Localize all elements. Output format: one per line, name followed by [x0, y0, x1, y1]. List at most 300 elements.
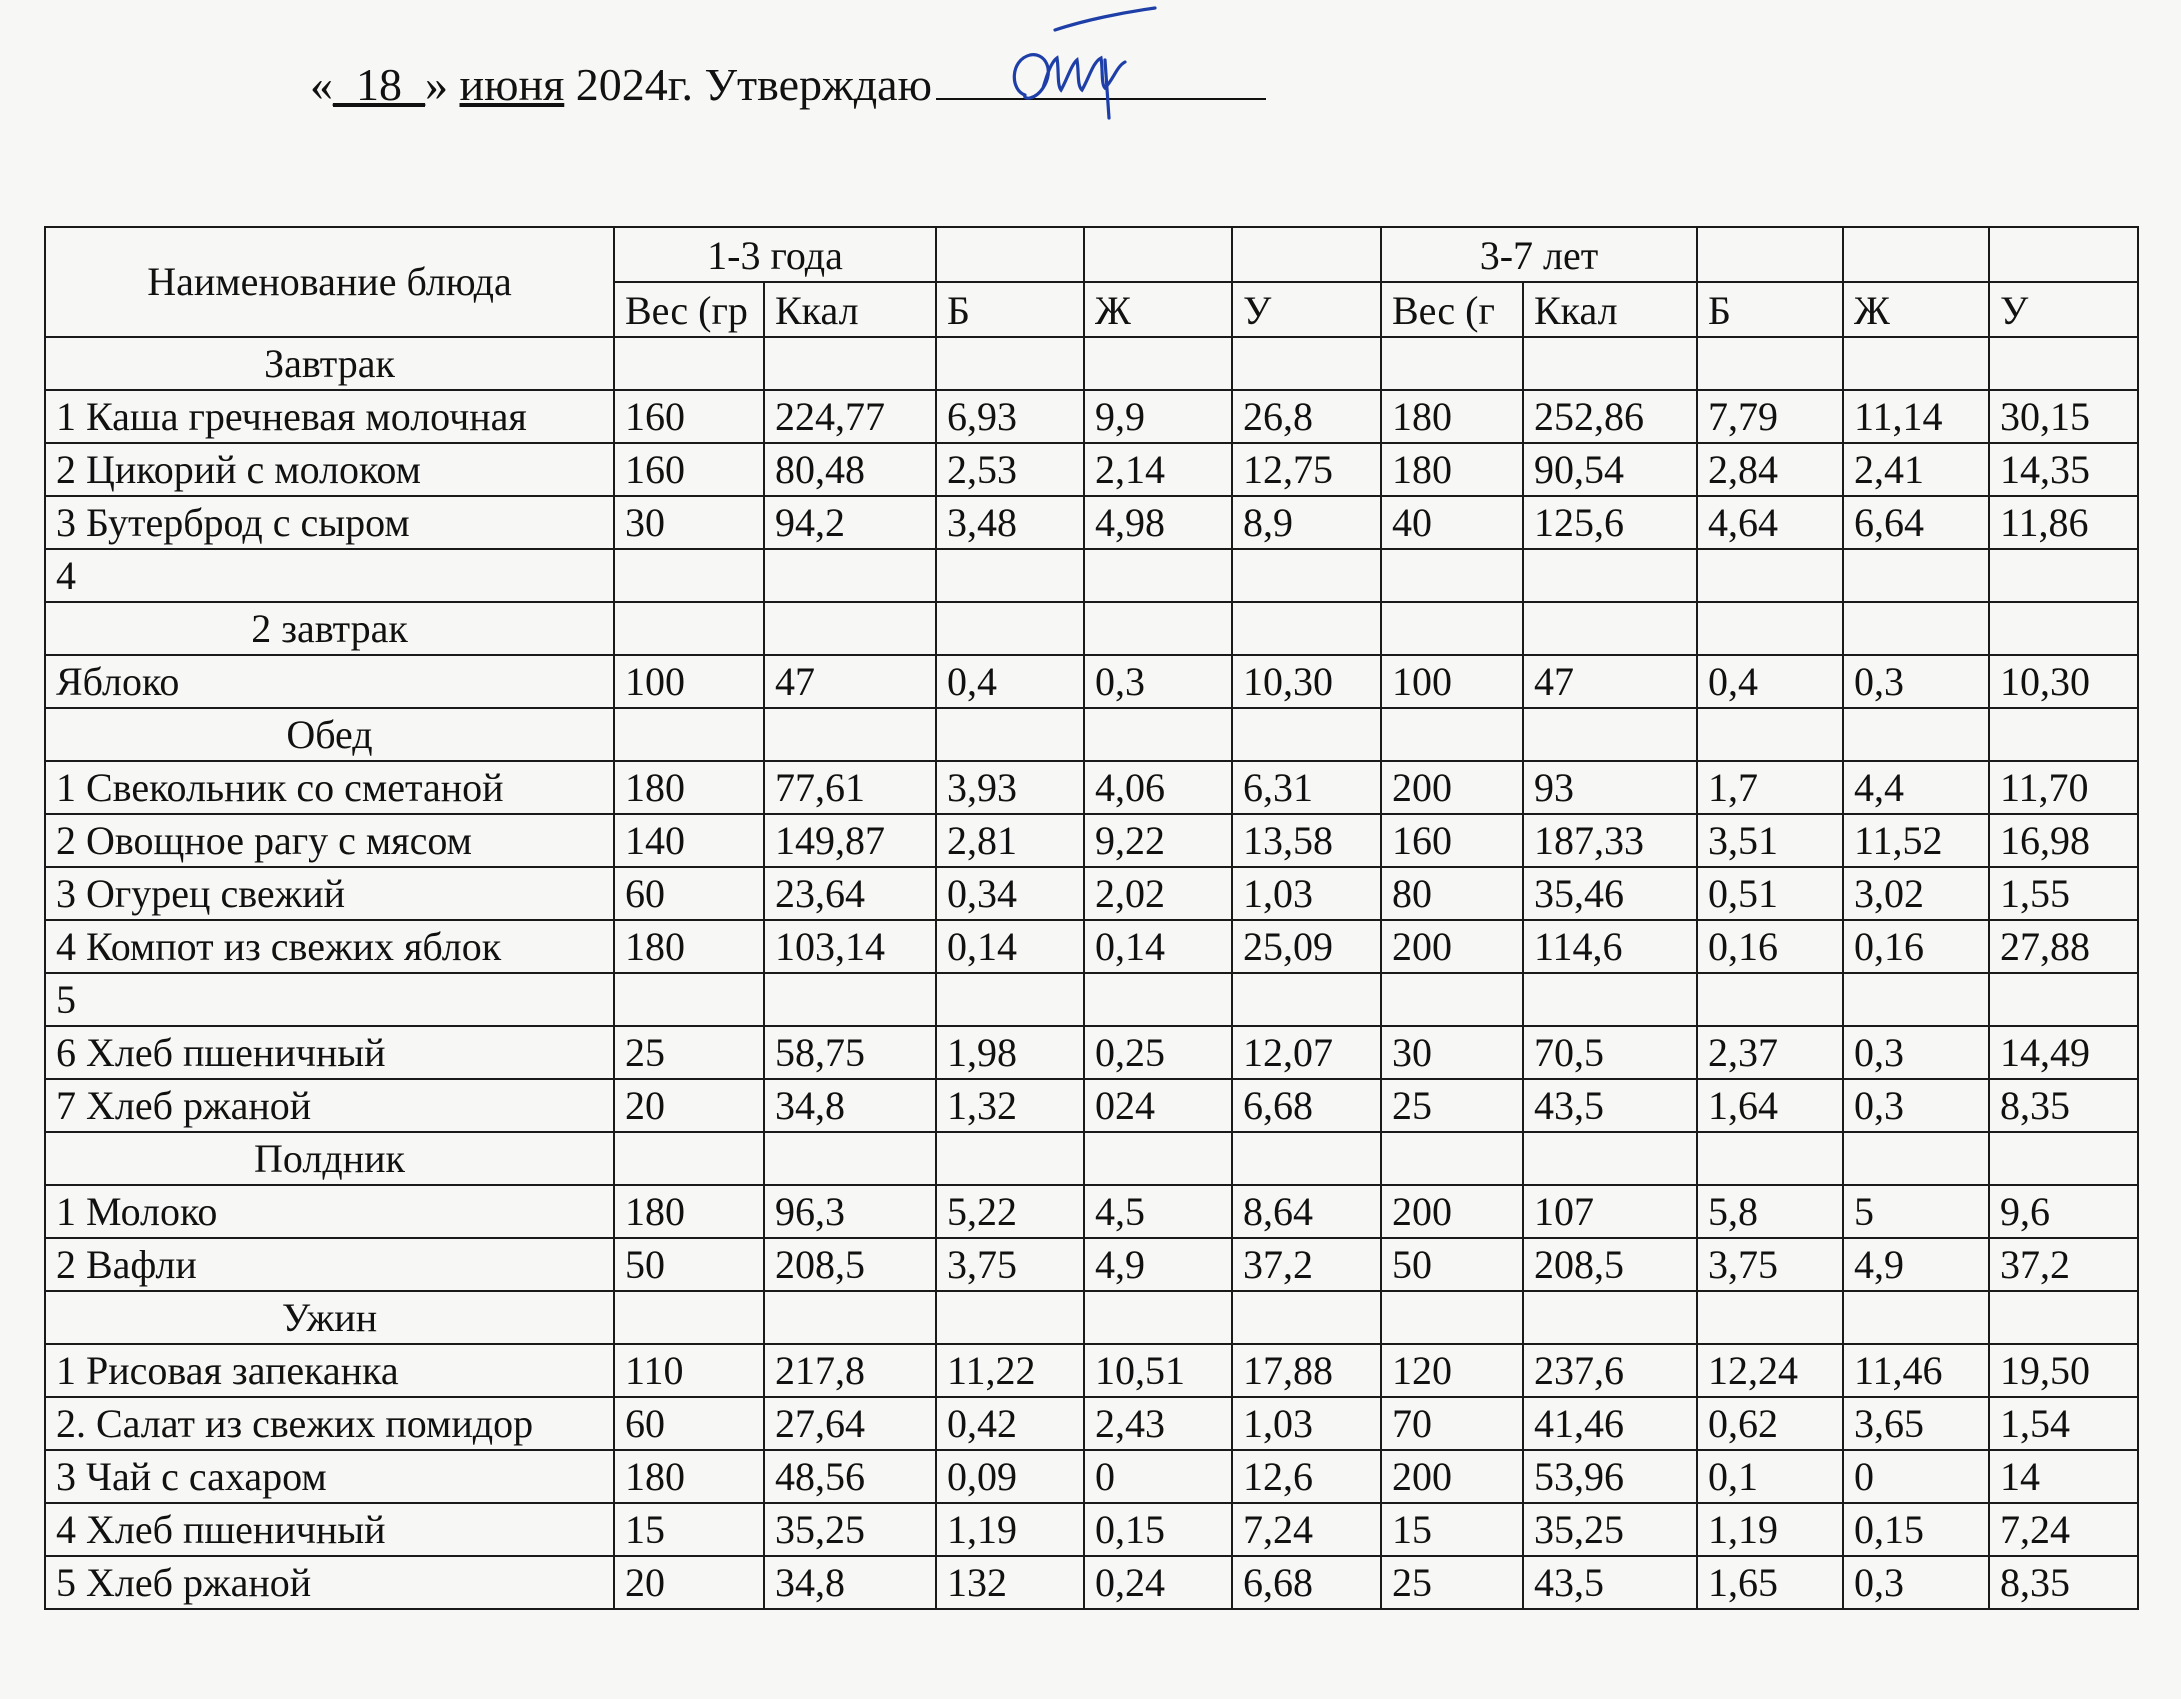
table-cell: 37,2	[1989, 1238, 2138, 1291]
table-cell: 2,84	[1697, 443, 1843, 496]
table-row	[45, 1026, 2138, 1079]
table-cell: 125,6	[1523, 496, 1697, 549]
dish-name: 3 Бутерброд с сыром	[45, 496, 614, 549]
header-row-1	[45, 227, 2138, 282]
table-cell	[1381, 549, 1523, 602]
table-cell	[1697, 549, 1843, 602]
table-cell	[1381, 602, 1523, 655]
table-cell: 252,86	[1523, 390, 1697, 443]
table-cell	[1232, 337, 1381, 390]
table-cell: 6,31	[1232, 761, 1381, 814]
table-cell: 180	[1381, 443, 1523, 496]
table-cell: 90,54	[1523, 443, 1697, 496]
table-cell: 0,3	[1843, 1026, 1989, 1079]
table-cell: 4,4	[1843, 761, 1989, 814]
table-cell: 217,8	[764, 1344, 936, 1397]
table-cell	[1381, 708, 1523, 761]
table-cell: 9,6	[1989, 1185, 2138, 1238]
table-cell: 27,64	[764, 1397, 936, 1450]
dish-name: 4	[45, 549, 614, 602]
table-cell: 4,06	[1084, 761, 1232, 814]
dish-name: 2. Салат из свежих помидор	[45, 1397, 614, 1450]
dish-name: 1 Молоко	[45, 1185, 614, 1238]
dish-name: 1 Рисовая запеканка	[45, 1344, 614, 1397]
table-cell: 0,15	[1084, 1503, 1232, 1556]
table-cell: 19,50	[1989, 1344, 2138, 1397]
dish-name: 7 Хлеб ржаной	[45, 1079, 614, 1132]
table-cell: 5,8	[1697, 1185, 1843, 1238]
table-cell: 120	[1381, 1344, 1523, 1397]
table-cell	[1084, 337, 1232, 390]
table-cell: 1,03	[1232, 867, 1381, 920]
header-blank	[1989, 227, 2138, 282]
table-cell: 30	[614, 496, 764, 549]
table-cell: 27,88	[1989, 920, 2138, 973]
table-cell: 4,64	[1697, 496, 1843, 549]
table-cell: 47	[764, 655, 936, 708]
table-row	[45, 1556, 2138, 1609]
table-cell: 114,6	[1523, 920, 1697, 973]
quote-close: »	[425, 59, 448, 110]
table-cell: 1,32	[936, 1079, 1084, 1132]
table-cell: 1,7	[1697, 761, 1843, 814]
table-cell: 1,19	[1697, 1503, 1843, 1556]
header-blank	[1232, 227, 1381, 282]
table-cell: 17,88	[1232, 1344, 1381, 1397]
table-cell: 6,68	[1232, 1079, 1381, 1132]
table-cell: 2,14	[1084, 443, 1232, 496]
table-cell: 3,75	[1697, 1238, 1843, 1291]
table-cell: 100	[614, 655, 764, 708]
col-carbs: У	[1232, 282, 1381, 337]
table-cell: 3,51	[1697, 814, 1843, 867]
table-row	[45, 1238, 2138, 1291]
table-cell	[1697, 337, 1843, 390]
table-cell: 50	[614, 1238, 764, 1291]
table-cell: 58,75	[764, 1026, 936, 1079]
table-cell: 4,98	[1084, 496, 1232, 549]
table-cell: 0	[1843, 1450, 1989, 1503]
table-cell: 110	[614, 1344, 764, 1397]
header-blank	[1697, 227, 1843, 282]
meal-section-title: Завтрак	[45, 337, 614, 390]
table-cell: 25	[1381, 1556, 1523, 1609]
table-cell	[1843, 602, 1989, 655]
table-cell: 0,62	[1697, 1397, 1843, 1450]
table-cell	[1084, 1132, 1232, 1185]
table-cell: 107	[1523, 1185, 1697, 1238]
table-cell	[1232, 549, 1381, 602]
table-cell: 20	[614, 1079, 764, 1132]
table-cell: 0,24	[1084, 1556, 1232, 1609]
table-cell: 4,9	[1084, 1238, 1232, 1291]
table-cell: 1,65	[1697, 1556, 1843, 1609]
table-cell	[1523, 973, 1697, 1026]
table-cell	[1989, 1291, 2138, 1344]
table-cell: 0,14	[936, 920, 1084, 973]
table-cell: 15	[614, 1503, 764, 1556]
table-cell: 0,34	[936, 867, 1084, 920]
table-cell	[936, 549, 1084, 602]
menu-table	[44, 226, 2139, 1610]
table-cell	[1232, 973, 1381, 1026]
table-cell: 0,15	[1843, 1503, 1989, 1556]
table-row	[45, 1503, 2138, 1556]
table-cell	[764, 1291, 936, 1344]
table-cell: 11,14	[1843, 390, 1989, 443]
table-cell: 1,19	[936, 1503, 1084, 1556]
dish-name: 2 Вафли	[45, 1238, 614, 1291]
table-cell: 1,54	[1989, 1397, 2138, 1450]
table-cell: 60	[614, 1397, 764, 1450]
table-cell	[1381, 337, 1523, 390]
table-cell	[1697, 708, 1843, 761]
table-cell: 93	[1523, 761, 1697, 814]
dish-name: 6 Хлеб пшеничный	[45, 1026, 614, 1079]
table-cell: 0,51	[1697, 867, 1843, 920]
table-cell: 43,5	[1523, 1079, 1697, 1132]
table-row	[45, 920, 2138, 973]
table-cell	[936, 973, 1084, 1026]
table-cell: 34,8	[764, 1556, 936, 1609]
table-cell: 15	[1381, 1503, 1523, 1556]
table-cell: 80	[1381, 867, 1523, 920]
table-cell: 41,46	[1523, 1397, 1697, 1450]
table-cell: 10,30	[1989, 655, 2138, 708]
table-cell: 80,48	[764, 443, 936, 496]
col-protein: Б	[936, 282, 1084, 337]
table-cell	[1989, 708, 2138, 761]
table-cell: 200	[1381, 1450, 1523, 1503]
table-cell: 1,64	[1697, 1079, 1843, 1132]
table-cell: 7,24	[1232, 1503, 1381, 1556]
table-cell	[764, 708, 936, 761]
table-cell: 23,64	[764, 867, 936, 920]
table-cell	[1381, 1291, 1523, 1344]
table-cell	[1697, 1132, 1843, 1185]
table-cell: 2,81	[936, 814, 1084, 867]
table-cell: 48,56	[764, 1450, 936, 1503]
table-cell: 1,55	[1989, 867, 2138, 920]
table-cell	[1843, 1132, 1989, 1185]
col-carbs: У	[1989, 282, 2138, 337]
table-cell: 132	[936, 1556, 1084, 1609]
dish-name: 1 Свекольник со сметаной	[45, 761, 614, 814]
table-cell	[1523, 337, 1697, 390]
table-cell	[1523, 708, 1697, 761]
table-cell: 25,09	[1232, 920, 1381, 973]
table-cell: 12,6	[1232, 1450, 1381, 1503]
approval-day: _18_	[333, 59, 425, 110]
table-body	[45, 227, 2138, 1609]
table-cell	[764, 337, 936, 390]
table-cell: 47	[1523, 655, 1697, 708]
table-cell	[614, 1132, 764, 1185]
table-cell: 200	[1381, 761, 1523, 814]
table-cell: 13,58	[1232, 814, 1381, 867]
table-cell: 6,64	[1843, 496, 1989, 549]
col-weight: Вес (г	[1381, 282, 1523, 337]
table-cell	[1989, 973, 2138, 1026]
table-row	[45, 1344, 2138, 1397]
table-cell	[614, 602, 764, 655]
age-group-3-7: 3-7 лет	[1381, 227, 1697, 282]
table-cell: 9,9	[1084, 390, 1232, 443]
table-cell: 100	[1381, 655, 1523, 708]
dish-name: 2 Цикорий с молоком	[45, 443, 614, 496]
table-cell: 11,86	[1989, 496, 2138, 549]
table-cell: 3,93	[936, 761, 1084, 814]
table-cell	[1232, 1132, 1381, 1185]
dish-name: 5 Хлеб ржаной	[45, 1556, 614, 1609]
table-cell: 37,2	[1232, 1238, 1381, 1291]
table-cell: 6,93	[936, 390, 1084, 443]
table-cell	[1084, 602, 1232, 655]
table-cell	[764, 1132, 936, 1185]
table-row	[45, 443, 2138, 496]
table-cell: 0,3	[1084, 655, 1232, 708]
table-cell: 11,46	[1843, 1344, 1989, 1397]
table-cell	[936, 602, 1084, 655]
approval-label: Утверждаю	[704, 59, 932, 110]
col-kcal: Ккал	[1523, 282, 1697, 337]
table-cell: 160	[614, 443, 764, 496]
table-cell	[1232, 602, 1381, 655]
meal-section-row	[45, 337, 2138, 390]
dish-header: Наименование блюда	[45, 227, 614, 337]
table-cell: 70	[1381, 1397, 1523, 1450]
table-row	[45, 1185, 2138, 1238]
table-cell: 12,07	[1232, 1026, 1381, 1079]
dish-name: 5	[45, 973, 614, 1026]
table-cell: 6,68	[1232, 1556, 1381, 1609]
table-cell: 96,3	[764, 1185, 936, 1238]
table-cell: 200	[1381, 1185, 1523, 1238]
table-cell	[1523, 549, 1697, 602]
table-cell: 16,98	[1989, 814, 2138, 867]
table-cell: 8,35	[1989, 1556, 2138, 1609]
table-row	[45, 1450, 2138, 1503]
table-cell	[614, 1291, 764, 1344]
table-row	[45, 867, 2138, 920]
table-cell: 180	[614, 920, 764, 973]
table-cell: 14	[1989, 1450, 2138, 1503]
table-cell: 0,42	[936, 1397, 1084, 1450]
col-weight: Вес (гр	[614, 282, 764, 337]
meal-section-row	[45, 1291, 2138, 1344]
table-cell: 0,3	[1843, 1079, 1989, 1132]
table-cell: 180	[614, 761, 764, 814]
table-cell: 20	[614, 1556, 764, 1609]
table-cell: 2,53	[936, 443, 1084, 496]
table-cell: 3,65	[1843, 1397, 1989, 1450]
table-cell	[1697, 602, 1843, 655]
table-cell	[1843, 973, 1989, 1026]
table-row	[45, 655, 2138, 708]
table-cell: 0,4	[936, 655, 1084, 708]
table-cell: 3,02	[1843, 867, 1989, 920]
table-cell	[936, 1291, 1084, 1344]
table-cell: 0,16	[1697, 920, 1843, 973]
table-cell: 25	[614, 1026, 764, 1079]
table-cell: 43,5	[1523, 1556, 1697, 1609]
col-fat: Ж	[1843, 282, 1989, 337]
table-cell: 180	[614, 1185, 764, 1238]
table-cell: 12,75	[1232, 443, 1381, 496]
table-cell: 187,33	[1523, 814, 1697, 867]
table-cell: 5,22	[936, 1185, 1084, 1238]
table-row	[45, 390, 2138, 443]
table-cell: 024	[1084, 1079, 1232, 1132]
table-cell: 10,51	[1084, 1344, 1232, 1397]
table-cell: 5	[1843, 1185, 1989, 1238]
header-blank	[1084, 227, 1232, 282]
meal-section-row	[45, 708, 2138, 761]
table-cell: 0,25	[1084, 1026, 1232, 1079]
table-cell: 8,9	[1232, 496, 1381, 549]
table-cell	[1989, 337, 2138, 390]
table-row	[45, 496, 2138, 549]
table-cell: 0,3	[1843, 655, 1989, 708]
header-blank	[936, 227, 1084, 282]
table-cell: 103,14	[764, 920, 936, 973]
table-cell	[1523, 1132, 1697, 1185]
handwritten-signature	[985, 0, 1175, 150]
header-blank	[1843, 227, 1989, 282]
table-cell: 94,2	[764, 496, 936, 549]
approval-year: 2024г.	[575, 59, 693, 110]
table-cell: 2,37	[1697, 1026, 1843, 1079]
table-cell	[1084, 973, 1232, 1026]
table-row	[45, 1079, 2138, 1132]
table-cell: 0,4	[1697, 655, 1843, 708]
table-cell: 60	[614, 867, 764, 920]
table-cell	[1523, 602, 1697, 655]
table-cell: 160	[614, 390, 764, 443]
col-kcal: Ккал	[764, 282, 936, 337]
table-cell: 11,22	[936, 1344, 1084, 1397]
table-cell	[1232, 708, 1381, 761]
table-row	[45, 814, 2138, 867]
table-cell: 140	[614, 814, 764, 867]
table-cell: 7,79	[1697, 390, 1843, 443]
table-cell: 1,03	[1232, 1397, 1381, 1450]
dish-name: 4 Компот из свежих яблок	[45, 920, 614, 973]
table-cell: 0,14	[1084, 920, 1232, 973]
table-cell: 2,43	[1084, 1397, 1232, 1450]
table-cell: 30,15	[1989, 390, 2138, 443]
dish-name: 2 Овощное рагу с мясом	[45, 814, 614, 867]
table-cell: 0	[1084, 1450, 1232, 1503]
table-cell: 0,16	[1843, 920, 1989, 973]
table-cell: 9,22	[1084, 814, 1232, 867]
table-cell: 70,5	[1523, 1026, 1697, 1079]
table-cell: 160	[1381, 814, 1523, 867]
dish-name: 4 Хлеб пшеничный	[45, 1503, 614, 1556]
table-cell: 10,30	[1232, 655, 1381, 708]
table-cell	[1989, 1132, 2138, 1185]
meal-section-row	[45, 1132, 2138, 1185]
table-cell: 14,49	[1989, 1026, 2138, 1079]
dish-name: 3 Чай с сахаром	[45, 1450, 614, 1503]
table-cell: 77,61	[764, 761, 936, 814]
table-cell: 7,24	[1989, 1503, 2138, 1556]
table-cell: 0,1	[1697, 1450, 1843, 1503]
table-row	[45, 549, 2138, 602]
table-cell: 11,52	[1843, 814, 1989, 867]
table-cell: 12,24	[1697, 1344, 1843, 1397]
table-cell	[936, 1132, 1084, 1185]
table-cell: 180	[1381, 390, 1523, 443]
table-cell: 1,98	[936, 1026, 1084, 1079]
table-cell: 237,6	[1523, 1344, 1697, 1397]
table-cell	[1989, 549, 2138, 602]
dish-name: 3 Огурец свежий	[45, 867, 614, 920]
table-cell	[1084, 708, 1232, 761]
col-protein: Б	[1697, 282, 1843, 337]
table-cell	[764, 973, 936, 1026]
table-cell: 149,87	[764, 814, 936, 867]
table-cell: 200	[1381, 920, 1523, 973]
table-cell: 14,35	[1989, 443, 2138, 496]
table-cell: 8,35	[1989, 1079, 2138, 1132]
dish-name: Яблоко	[45, 655, 614, 708]
table-cell: 11,70	[1989, 761, 2138, 814]
table-cell: 34,8	[764, 1079, 936, 1132]
table-cell: 50	[1381, 1238, 1523, 1291]
table-cell	[1843, 708, 1989, 761]
table-cell	[1381, 973, 1523, 1026]
col-fat: Ж	[1084, 282, 1232, 337]
table-cell: 35,25	[764, 1503, 936, 1556]
table-cell	[1232, 1291, 1381, 1344]
table-cell: 30	[1381, 1026, 1523, 1079]
table-cell	[1989, 602, 2138, 655]
table-cell: 35,46	[1523, 867, 1697, 920]
table-cell	[764, 602, 936, 655]
meal-section-title: Полдник	[45, 1132, 614, 1185]
table-cell	[936, 708, 1084, 761]
table-cell	[1843, 337, 1989, 390]
approval-month: июня	[459, 59, 565, 110]
table-cell: 40	[1381, 496, 1523, 549]
table-cell: 8,64	[1232, 1185, 1381, 1238]
table-cell: 2,02	[1084, 867, 1232, 920]
table-cell	[1381, 1132, 1523, 1185]
table-cell	[614, 549, 764, 602]
table-row	[45, 973, 2138, 1026]
meal-section-title: Ужин	[45, 1291, 614, 1344]
table-cell	[614, 337, 764, 390]
table-cell	[614, 973, 764, 1026]
table-cell	[1084, 549, 1232, 602]
table-cell: 53,96	[1523, 1450, 1697, 1503]
meal-section-title: 2 завтрак	[45, 602, 614, 655]
table-cell: 26,8	[1232, 390, 1381, 443]
table-cell: 208,5	[1523, 1238, 1697, 1291]
table-cell	[1697, 973, 1843, 1026]
meal-section-row	[45, 602, 2138, 655]
table-cell: 35,25	[1523, 1503, 1697, 1556]
quote-open: «	[310, 59, 333, 110]
table-cell: 0,09	[936, 1450, 1084, 1503]
table-cell	[936, 337, 1084, 390]
table-cell	[1843, 549, 1989, 602]
meal-section-title: Обед	[45, 708, 614, 761]
table-cell: 25	[1381, 1079, 1523, 1132]
table-row	[45, 761, 2138, 814]
table-cell	[764, 549, 936, 602]
